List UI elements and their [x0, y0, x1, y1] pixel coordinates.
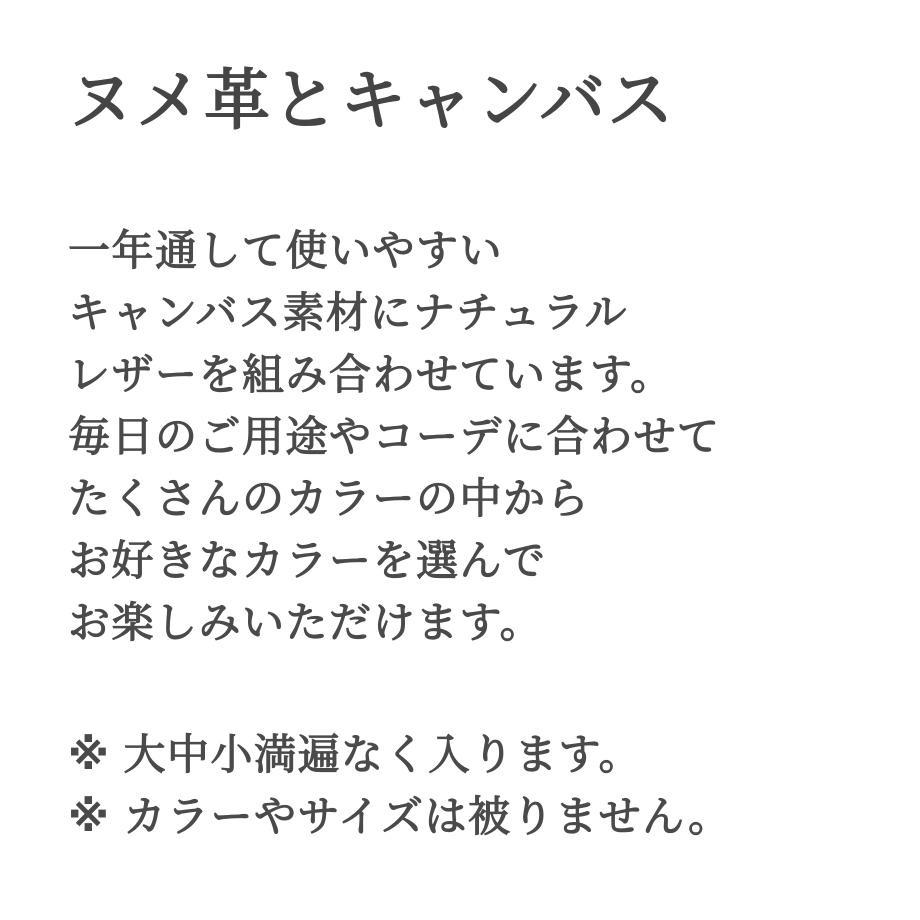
description-line: レザーを組み合わせています。 — [68, 351, 674, 398]
description-line: キャンバス素材にナチュラル — [68, 289, 629, 336]
page-title: ヌメ革とキャンバス — [68, 63, 676, 137]
description-line: 一年通して使いやすい — [68, 227, 504, 274]
description-line: お楽しみいただけます。 — [68, 599, 544, 646]
description-paragraph — [68, 220, 880, 654]
note-line: ※ 大中小満遍なく入ります。 — [68, 731, 643, 778]
notes-section — [68, 724, 880, 848]
description-line: たくさんのカラーの中から — [68, 475, 591, 522]
description-line: お好きなカラーを選んで — [68, 537, 547, 584]
description-line: 毎日のご用途やコーデに合わせて — [68, 413, 721, 460]
note-line: ※ カラーやサイズは被りません。 — [68, 793, 732, 840]
